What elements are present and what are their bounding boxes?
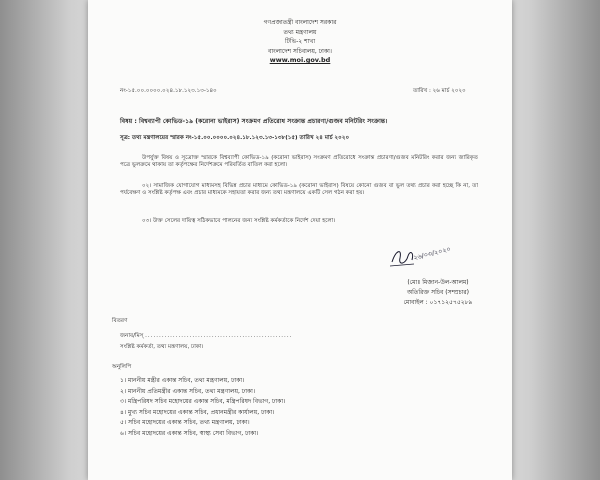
paragraph-1: উপর্যুক্ত বিষয় ও সূত্রোক্ত স্মারকে বিশ্বব্যাপী কোভিড-১৯ (করোনা ভাইরাস) সংক্রমণ প্রতিরোধে সংক্রান্ত প্রচারণা/গুজব মনিটরিং করার জন্য জারিকৃত পত্রে ভুলক্রমে থাকায় তা কর্তৃপক্ষের নির্দেশক্রমে পরিবর্তিত বাতিল করা হলো।: [120, 155, 478, 168]
addressee-prefix: জনাব/মিস্: [120, 333, 144, 339]
website-link[interactable]: www.moi.gov.bd: [269, 56, 331, 64]
cc-item: ২। মাননীয় প্রতিমন্ত্রীর একান্ত সচিব, তথ্য মন্ত্রণালয়, ঢাকা।: [120, 387, 256, 395]
subject-line: বিষয় : বিশ্বব্যাপী কোভিড-১৯ (করোনা ভাইরাস) সংক্রমণ প্রতিরোধ সংক্রান্ত প্রচারণা/গুজব মনিটরিং সংক্রান্ত।: [120, 118, 388, 125]
ministry-name: তথ্য মন্ত্রণালয়: [283, 28, 317, 36]
handwritten-signature: [388, 240, 458, 276]
section-name: টিভি-২ শাখা: [284, 38, 316, 45]
paragraph-2: ০২। সামাজিক যোগাযোগ মাধ্যমসহ বিভিন্ন প্রচার মাধ্যমে কোভিড-১৯ (করোনা ভাইরাস) বিষয়ে কোনো গুজব বা ভুল তথ্য প্রচার করা হচ্ছে কি না, তা পর্যবেক্ষণ ও সংশ্লিষ্ট কর্তৃপক্ষ এবং প্রচার মাধ্যমকে সহায়তা করার জন্য তথ্য মন্ত্রণালয়ে একটি সেল গঠন করা হয়।: [120, 183, 478, 196]
signatory-phone: মোবাইল : ০১৭১২৫৭৫২৮৯: [403, 299, 473, 306]
signature-block: [388, 278, 488, 308]
cc-item: ৩। মন্ত্রিপরিষদ সচিব মহোদয়ের একান্ত সচিব, মন্ত্রিপরিষদ বিভাগ, ঢাকা।: [120, 398, 286, 405]
reference-line: সূত্র: তথ্য মন্ত্রণালয়ের স্মারক নং-১৫.০০.০০০০.০২৪.১৮.১২৩.১৩-১৩৮(১৫) তারিখ ২৪ মার্চ ২০২০: [120, 135, 350, 141]
addressee-office: সংশ্লিষ্ট কর্মকর্তা, তথ্য মন্ত্রণালয়, ঢাকা।: [120, 344, 204, 350]
paragraph-3: ০৩। উক্ত সেলের দায়িত্ব সঠিকভাবে পালনের জন্য সংশ্লিষ্ট কর্মকর্তাকে নির্দেশ দেয়া হলো।: [142, 218, 336, 224]
cc-list: [120, 376, 285, 439]
signature-date: ২৬/০৩/২০২০: [412, 244, 452, 262]
addressee-blank: .....................................................: [145, 333, 293, 339]
memo-date: তারিখ : ২৬ মার্চ ২০২০: [413, 88, 466, 94]
signatory-name: (মোঃ মিজান-উল-আলম): [407, 279, 469, 286]
signatory-designation: অতিরিক্ত সচিব (সম্প্রচার): [406, 289, 470, 296]
distribution-label: বিতরণ: [112, 318, 128, 324]
cc-item: ৬। সচিব মহোদয়ের একান্ত সচিব, স্বাস্থ্য সেবা বিভাগ, ঢাকা।: [120, 429, 259, 437]
cc-label: অনুলিপি: [112, 364, 132, 370]
cc-item: ৪। মুখ্য সচিব মহোদয়ের একান্ত সচিব, প্রধানমন্ত্রীর কার্যালয়, ঢাকা।: [120, 408, 275, 416]
document-page: [88, 0, 512, 480]
memo-number: নং-১৫.০০.০০০০.০২৪.১৮.১২৩.১৩-১৪০: [120, 88, 217, 94]
cc-item: ১। মাননীয় মন্ত্রীর একান্ত সচিব, তথ্য মন্ত্রণালয়, ঢাকা।: [120, 377, 245, 384]
letterhead: [88, 18, 512, 66]
office-address: বাংলাদেশ সচিবালয়, ঢাকা।: [268, 47, 332, 55]
addressee-line: [120, 333, 292, 340]
cc-item: ৫। সচিব মহোদয়ের একান্ত সচিব, তথ্য মন্ত্রণালয়, ঢাকা।: [120, 419, 250, 426]
govt-name: গণপ্রজাতন্ত্রী বাংলাদেশ সরকার: [263, 19, 337, 26]
